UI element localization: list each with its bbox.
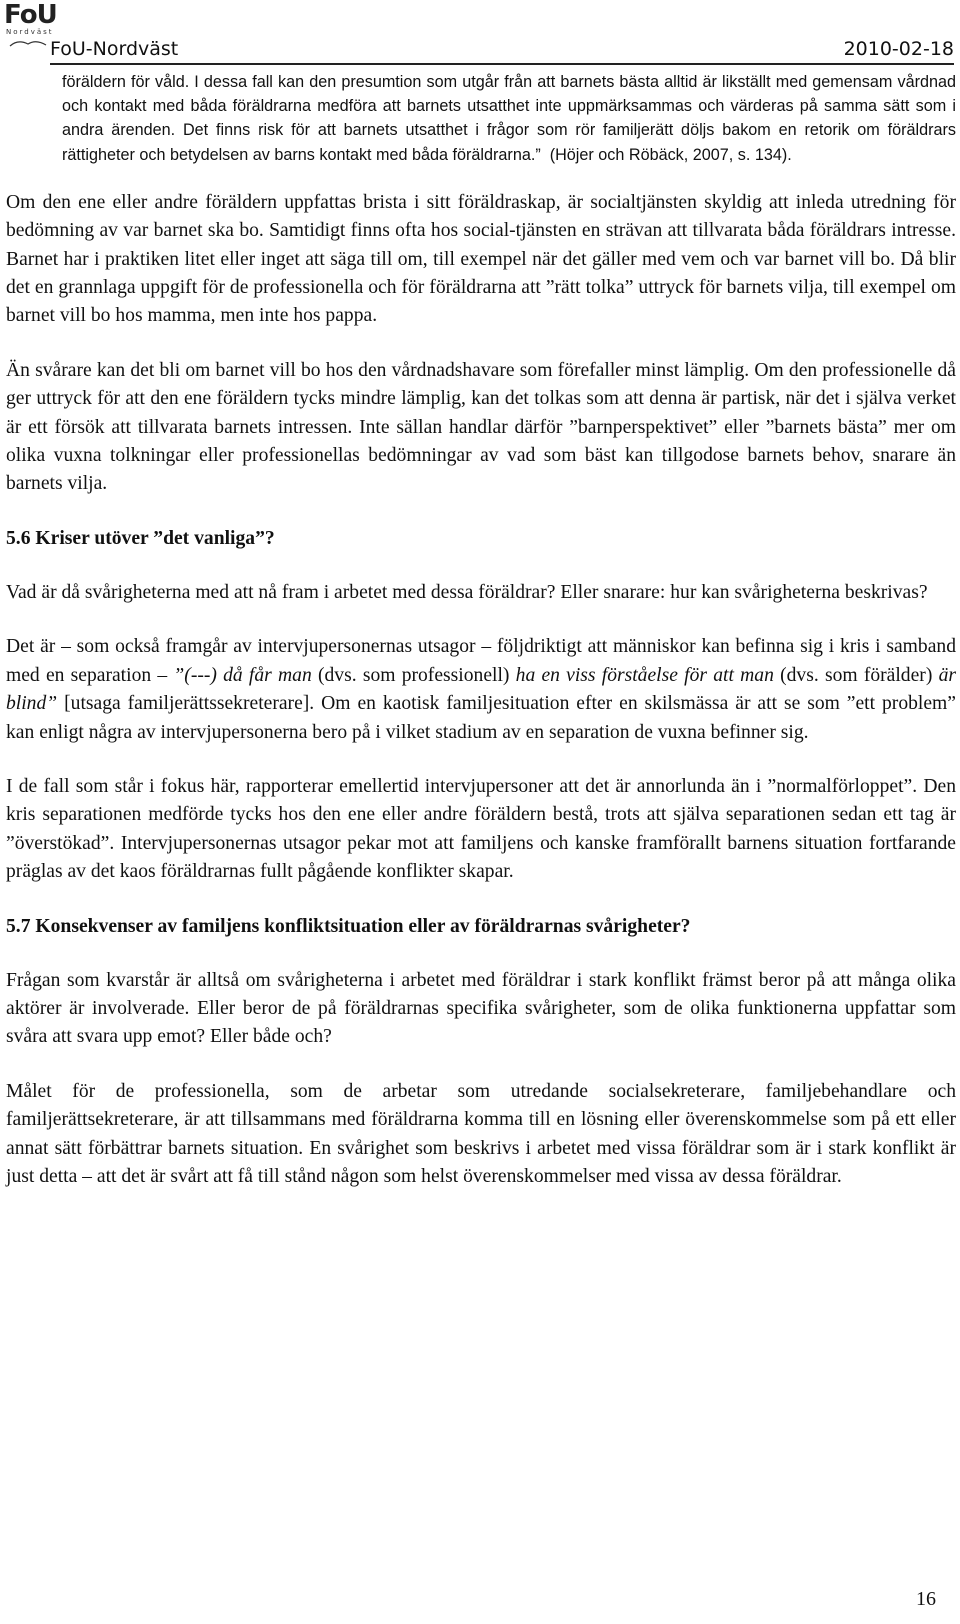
paragraph-4-part: (dvs. som professionell): [311, 664, 516, 686]
logo-text: FoU: [4, 0, 57, 30]
paragraph-3: Vad är då svårigheterna med att nå fram i arbetet med dessa föräldrar? Eller snarare: hur kan svårigheterna beskrivas?: [6, 581, 928, 603]
logo-subtext: Nordväst: [6, 28, 54, 36]
quote-text: föräldern för våld. I dessa fall kan den presumtion som utgår från att barnets bästa alltid är likställt med gemensam vårdnad och kontakt med båda föräldrarna medföra att barnets utsatthet inte uppmärksammas och värderas på samma sätt som i andra ärenden. Det finns risk för att barnets utsatthet i frågor som rör familjerätt döljs bakom en retorik om föräldrars rättigheter och betydelsen av barns kontakt med båda föräldrarna.”: [62, 73, 956, 164]
page-header: [0, 0, 960, 72]
paragraph-1: Om den ene eller andre föräldern uppfattas brista i sitt föräldraskap, är socialtjänsten skyldig att inleda utredning för bedömning av var barnet ska bo. Samtidigt finns ofta hos social-tjänsten en strävan att tillvarata båda föräldrars intresse. Barnet har i praktiken litet eller inget att säga till om, till exempel när det gäller med vem och var barnet vill bo. Då blir det en grannlaga uppgift för de professionella och för föräldrarna att ”rätt tolka” uttryck för barnets vilja, till exempel om barnet vill bo hos mamma, men inte hos pappa.: [6, 191, 956, 327]
paragraph-4-part: (dvs. som förälder): [773, 664, 939, 686]
header-date: 2010-02-18: [843, 38, 954, 60]
paragraph-4: [6, 633, 956, 747]
block-quote: [62, 70, 956, 167]
quote-italic: ”(---) då får man: [173, 664, 312, 686]
paragraph-5: I de fall som står i fokus här, rapporterar emellertid intervjupersoner att det är annorlunda än i ”normalförloppet”. Den kris separationen medförde tycks hos den ene eller andre föräldern bestå, trots att själva separationen sedan ett tag är ”överstökad”. Intervjupersonernas utsagor pekar mot att familjens och kanske framförallt barnens situation fortfarande präglas av det kaos föräldrarnas fullt pågående konflikter skapar.: [6, 775, 956, 883]
section-heading-5-7: 5.7 Konsekvenser av familjens konfliktsituation eller av föräldrarnas svårigheter?: [6, 915, 691, 937]
bird-icon: [8, 38, 48, 48]
paragraph-2: Än svårare kan det bli om barnet vill bo hos den vårdnadshavare som förefaller minst lämplig. Om den professionelle då ger uttryck för att den ene föräldern tycks mindre lämplig, kan det tolkas som att denna är partisk, när det i själva verket är ett försök att tillvarata barnets intressen. Inte sällan handlar därför ”barnperspektivet” eller ”barnets bästa” mer om olika vuxna tolkningar eller professionellas bedömningar av vad som bäst kan tillgodose barnets behov, snarare än barnets vilja.: [6, 359, 956, 495]
header-divider: [50, 63, 954, 65]
paragraph-4-part: Det är – som också framgår av intervjupersonernas utsagor – följdriktigt att människor kan befinna sig i kris i samband med en separation –: [6, 636, 956, 686]
paragraph-7: Målet för de professionella, som de arbetar som utredande socialsekreterare, familjebehandlare och familjerättsekreterare, är att tillsammans med föräldrarna komma till en lösning eller överenskommelse som på ett eller annat sätt förbättrar barnets situation. En svårighet som beskrivs i arbetet med vissa föräldrar som är i stark konflikt är just detta – att det är svårt att få till stånd någon som helst överenskommelser med vissa av dessa föräldrar.: [6, 1080, 956, 1187]
quote-italic: är blind”: [6, 664, 956, 715]
document-body: [6, 70, 956, 1191]
fou-logo: [2, 0, 56, 52]
page-number: 16: [916, 1588, 936, 1610]
section-heading-5-6: 5.6 Kriser utöver ”det vanliga”?: [6, 527, 275, 549]
quote-italic: ha en viss förståelse för att man: [515, 664, 774, 686]
header-title: FoU-Nordväst: [50, 38, 179, 60]
paragraph-4-part: [utsaga familjerättssekreterare]. Om en kaotisk familjesituation efter en skilsmässa är att se som ”ett problem” kan enligt några av intervjupersonerna bero på i vilket stadium av en separation de vuxna befinner sig.: [6, 693, 956, 743]
quote-citation: (Höjer och Röbäck, 2007, s. 134).: [549, 145, 792, 164]
paragraph-6: Frågan som kvarstår är alltså om svårigheterna i arbetet med föräldrar i stark konflikt främst beror på att många olika aktörer är involverade. Eller beror de på föräldrarnas specifika svårigheter, som de olika funktionerna uppfattar som svåra att svara upp emot? Eller både och?: [6, 969, 956, 1048]
